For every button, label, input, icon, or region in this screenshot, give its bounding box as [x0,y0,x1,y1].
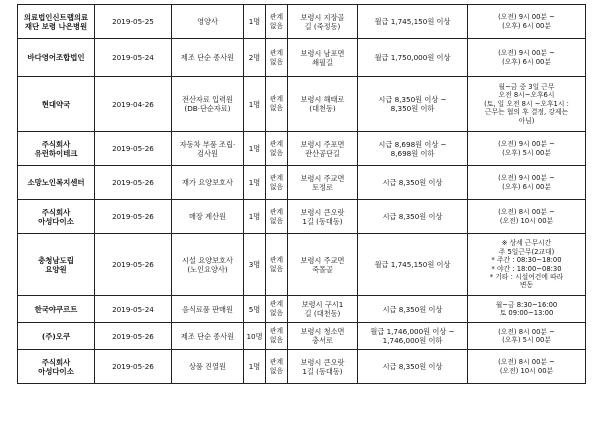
table-row [18,39,586,77]
work-hours-text: (오전) 9시 00분 ~ (오후) 6시 00분 [498,13,555,30]
posting-date-text: 2019-05-26 [112,212,154,221]
pay-cell [358,200,468,234]
posting-date-text: 2019-05-24 [112,53,154,62]
experience-cell [266,200,288,234]
hiring-count-text: 1명 [248,178,261,187]
work-hours-cell [468,350,586,384]
work-location-cell [288,234,358,296]
hiring-count-text: 1명 [248,362,261,371]
experience-cell [266,132,288,166]
company-name-cell [18,323,95,350]
company-name-text: 현대약국 [41,99,71,109]
work-location-text: 보령시 청소면 충서로 [300,327,345,345]
work-hours-cell [468,39,586,77]
experience-cell [266,296,288,323]
posting-date-text: 2019-05-26 [112,144,154,153]
pay-cell [358,234,468,296]
hiring-count-text: 10명 [246,331,263,341]
experience-cell [266,234,288,296]
pay-text: 월급 1,745,150원 이상 [374,260,451,269]
job-title-text: 재가 요양보호사 [182,178,233,187]
pay-cell [358,350,468,384]
experience-cell [266,77,288,132]
work-location-text: 보령시 남포면 쇄필길 [300,48,345,67]
hiring-count-text: 5명 [248,304,261,314]
experience-cell [266,323,288,350]
work-location-cell [288,350,358,384]
work-hours-text: 월~금 8:30~16:00 토 09:00~13:00 [495,300,558,317]
posting-date-text: 2019-05-26 [112,260,154,269]
pay-cell [358,132,468,166]
job-title-cell [172,296,244,323]
work-hours-cell [468,77,586,132]
work-location-cell [288,200,358,234]
work-location-text: 보령시 지장골 길 (죽정동) [300,12,345,31]
experience-cell [266,166,288,200]
job-title-cell [172,39,244,77]
work-hours-text: ※ 상세 근무시간 주 5일근무(2교대) * 주간 : 08:30~18:00 * 야간 : 18:00~08:30 * 기타 : 시설여건에 따라 변동 [489,239,564,290]
work-location-text: 보령시 해태로 (대천동) [300,95,345,113]
pay-cell [358,5,468,39]
company-name-cell [18,200,95,234]
hiring-count-cell [244,323,266,350]
work-hours-text: (오전) 8시 00분 ~ (오전) 10시 00분 [498,208,555,225]
job-title-cell [172,166,244,200]
posting-date-cell [95,234,172,296]
pay-cell [358,323,468,350]
posting-date-text: 2019-05-24 [112,304,154,314]
table-row [18,296,586,323]
job-title-text: 전산자료 입력원 (DB·단순자료) [182,95,233,113]
posting-date-text: 2019-05-25 [112,17,154,26]
experience-text: 관계 없음 [269,255,284,273]
table-row [18,200,586,234]
work-hours-cell [468,166,586,200]
work-location-text: 보령시 큰오랏 1길 (동대동) [300,357,345,376]
job-title-cell [172,234,244,296]
pay-cell [358,296,468,323]
work-location-text: 보령시 구시1 길 (대천동) [301,300,344,318]
experience-text: 관계 없음 [269,95,284,112]
table-row [18,234,586,296]
work-location-cell [288,296,358,323]
posting-date-cell [95,77,172,132]
job-title-cell [172,5,244,39]
pay-text: 시급 8,350원 이상 [382,362,443,371]
posting-date-cell [95,296,172,323]
experience-cell [266,5,288,39]
pay-text: 월급 1,750,000원 이상 [374,53,451,62]
work-hours-cell [468,323,586,350]
table-row [18,77,586,132]
job-title-text: 제조 단순 종사원 [180,331,235,341]
company-name-text: 충청남도립 요양원 [38,255,74,274]
experience-text: 관계 없음 [269,207,284,225]
experience-text: 관계 없음 [269,48,284,66]
posting-date-cell [95,350,172,384]
pay-text: 시급 8,350원 이상 ~ 8,350원 이하 [378,95,447,113]
experience-text: 관계 없음 [269,357,284,375]
job-title-text: 제조 단순 종사원 [180,53,235,62]
company-name-cell [18,166,95,200]
table-row [18,166,586,200]
posting-date-cell [95,39,172,77]
hiring-count-cell [244,5,266,39]
job-title-text: 매장 계산원 [188,212,226,221]
hiring-count-text: 2명 [248,53,261,62]
work-hours-text: (오전) 8시 00분 ~ (오전) 10시 00분 [498,358,555,375]
company-name-text: (주)오쿠 [41,331,71,341]
work-location-cell [288,166,358,200]
work-location-text: 보령시 주교면 죽몰골 [300,255,345,274]
posting-date-cell [95,323,172,350]
experience-cell [266,350,288,384]
hiring-count-cell [244,200,266,234]
hiring-count-cell [244,296,266,323]
company-name-text: 주식회사 아성다이소 [38,357,74,376]
hiring-count-cell [244,77,266,132]
hiring-count-text: 1명 [248,212,261,221]
job-title-cell [172,132,244,166]
experience-text: 관계 없음 [269,173,284,191]
hiring-count-text: 1명 [248,17,261,26]
work-location-cell [288,323,358,350]
pay-text: 시급 8,350원 이상 [382,212,443,221]
company-name-cell [18,350,95,384]
pay-text: 시급 8,698원 이상 ~ 8,698원 이하 [378,139,447,158]
pay-text: 월급 1,745,150원 이상 [374,17,451,26]
company-name-cell [18,296,95,323]
job-title-cell [172,323,244,350]
work-hours-cell [468,200,586,234]
company-name-cell [18,132,95,166]
work-hours-text: 월~금 중 3일 근무 오전 8시~오후6시 (토, 일 오전 8시 ~오후1시 : 근무는 협의 후 결정, 강제는 아님) [484,82,569,125]
work-location-text: 보령시 큰오랏 1길 (동대동) [300,207,345,226]
table-row [18,5,586,39]
experience-text: 관계 없음 [269,12,284,30]
work-location-text: 보령시 주교면 토정로 [300,173,345,192]
work-hours-text: (오전) 9시 00분 ~ (오후) 5시 00분 [498,140,555,157]
work-location-cell [288,5,358,39]
job-title-text: 자동차 부품 조립· 검사원 [179,139,236,158]
pay-text: 시급 8,350원 이상 [382,304,443,314]
experience-cell [266,39,288,77]
work-hours-cell [468,296,586,323]
work-hours-cell [468,234,586,296]
job-title-text: 음식료품 판매원 [182,304,233,314]
pay-text: 시급 8,350원 이상 [382,178,443,187]
company-name-cell [18,234,95,296]
job-title-text: 영양사 [197,17,218,26]
work-hours-text: (오전) 9시 00분 ~ (오후) 6시 00분 [498,49,555,66]
job-title-cell [172,200,244,234]
work-hours-text: (오전) 9시 00분 ~ (오후) 6시 00분 [498,174,555,191]
table-row [18,323,586,350]
job-title-cell [172,350,244,384]
posting-date-text: 2019-04-26 [112,99,154,109]
pay-cell [358,166,468,200]
work-hours-text: (오전) 8시 00분 ~ (오후) 5시 00분 [498,327,555,344]
pay-cell [358,77,468,132]
job-title-text: 상품 진열원 [188,362,226,371]
pay-cell [358,39,468,77]
hiring-count-cell [244,39,266,77]
pay-text: 월급 1,746,000원 이상 ~ 1,746,000원 이하 [370,327,455,345]
table-row [18,132,586,166]
table-row [18,350,586,384]
posting-date-text: 2019-05-26 [112,178,154,187]
hiring-count-text: 1명 [248,144,261,153]
company-name-text: 바다영어조합법인 [27,53,85,62]
posting-date-cell [95,132,172,166]
posting-date-cell [95,166,172,200]
hiring-count-cell [244,132,266,166]
work-location-cell [288,39,358,77]
job-listing-table [17,4,586,384]
job-title-text: 시설 요양보호사 (노인요양사) [182,255,233,274]
company-name-text: 주식회사 아성다이소 [38,207,74,226]
work-location-cell [288,132,358,166]
posting-date-cell [95,5,172,39]
hiring-count-text: 3명 [248,260,261,269]
experience-text: 관계 없음 [269,300,284,317]
experience-text: 관계 없음 [269,327,284,344]
experience-text: 관계 없음 [269,139,284,157]
work-location-cell [288,77,358,132]
company-name-cell [18,5,95,39]
work-hours-cell [468,132,586,166]
hiring-count-cell [244,234,266,296]
company-name-text: 의료법인신트랩의료 재단 보령 나은병원 [23,12,89,31]
hiring-count-cell [244,166,266,200]
company-name-cell [18,77,95,132]
job-title-cell [172,77,244,132]
posting-date-text: 2019-05-26 [112,362,154,371]
company-name-text: 소망노인복지센터 [27,178,85,187]
work-hours-cell [468,5,586,39]
company-name-cell [18,39,95,77]
hiring-count-cell [244,350,266,384]
job-rows [18,5,586,384]
company-name-text: 한국야쿠르트 [34,304,78,314]
hiring-count-text: 1명 [248,99,261,109]
posting-date-cell [95,200,172,234]
company-name-text: 주식회사 유런하이테크 [34,139,78,158]
work-location-text: 보령시 주포면 관산공단길 [300,139,345,158]
posting-date-text: 2019-05-26 [112,331,154,341]
